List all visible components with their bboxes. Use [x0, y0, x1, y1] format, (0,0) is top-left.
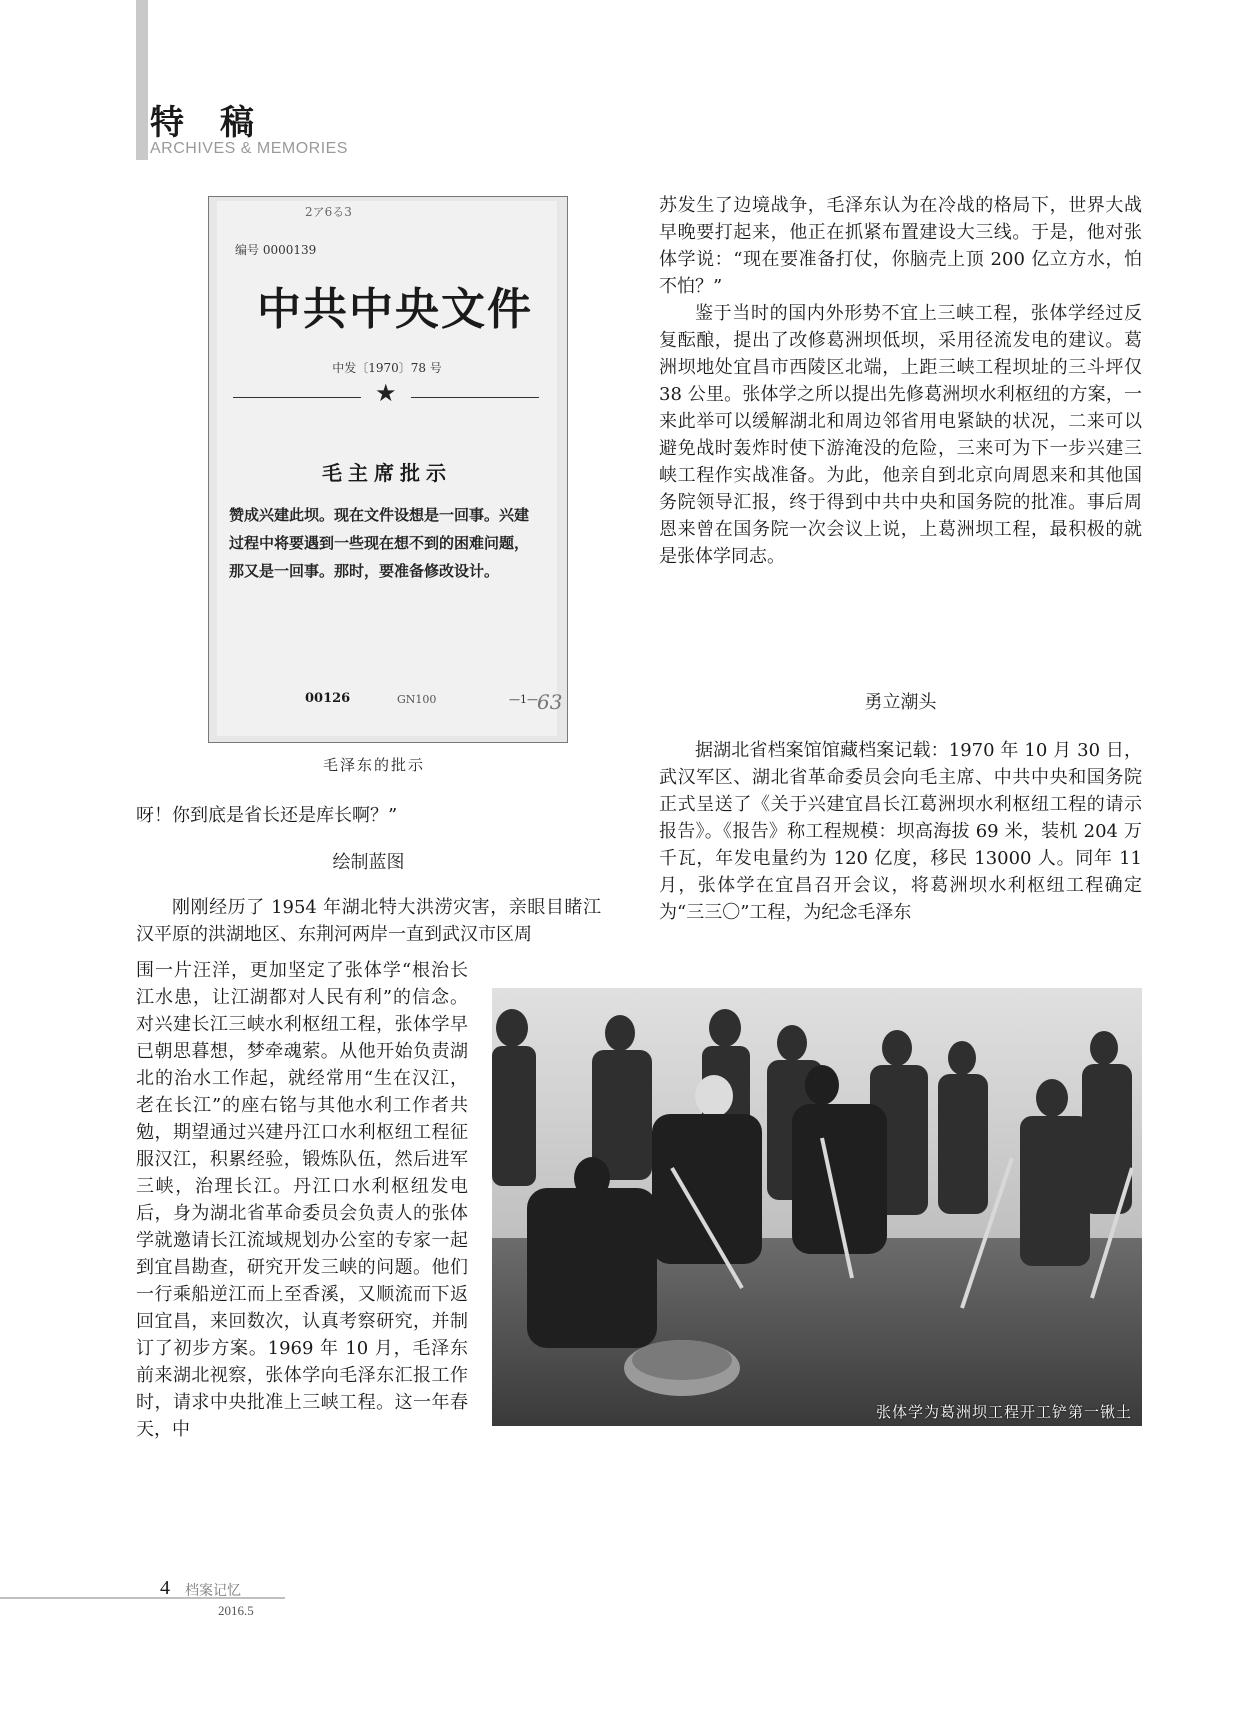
section-title: 特稿 — [150, 103, 290, 143]
document-rule-left — [233, 397, 361, 398]
heading-blueprint: 绘制蓝图 — [332, 852, 405, 873]
paragraph-text: 据湖北省档案馆馆藏档案记载：1970 年 10 月 30 日，武汉军区、湖北省革命委员会向毛主席、中共中央和国务院正式呈送了《关于兴建宜昌长江葛洲坝水利枢纽工程的请示报告》。《报告》称工程规模：坝高海拔 69 米，装机 204 万千瓦，年发电量约为 120 亿度，移民 13000 人。同年 11 月，张体学在宜昌召开会议，将葛洲坝水利枢纽工程确定为“三三〇”工程，为纪念毛泽东 — [659, 740, 1142, 923]
document-footer-handwritten: 63 — [537, 690, 563, 714]
star-icon: ★ — [375, 379, 397, 407]
right-column-text — [659, 192, 1142, 570]
photo-caption: 张体学为葛洲坝工程开工铲第一锹土 — [875, 1403, 1132, 1421]
left-paragraph-full-width — [136, 894, 601, 948]
document-caption: 毛泽东的批示 — [323, 756, 426, 774]
heading-brave-the-tide: 勇立潮头 — [864, 692, 937, 713]
page-number: 4 — [160, 1577, 170, 1599]
document-rule-right — [411, 397, 539, 398]
paragraph-text: 苏发生了边境战争，毛泽东认为在冷战的格局下，世界大战早晚要打起来，他正在抓紧布置建设大三线。于是，他对张体学说：“现在要准备打仗，你脑壳上顶 200 亿立方水，怕不怕？” — [659, 195, 1142, 297]
document-paper — [217, 201, 563, 736]
paragraph-text: 围一片汪洋，更加坚定了张体学“根治长江水患，让江湖都对人民有利”的信念。对兴建长江三峡水利枢纽工程，张体学早已朝思暮想，梦牵魂萦。从他开始负责湖北的治水工作起，就经常用“生在汉江，老在长江”的座右铭与其他水利工作者共勉，期望通过兴建丹江口水利枢纽工程征服汉江，积累经验，锻炼队伍，然后进军三峡，治理长江。丹江口水利枢纽发电后，身为湖北省革命委员会负责人的张体学就邀请长江流域规划办公室的专家一起到宜昌勘查，研究开发三峡的问题。他们一行乘船逆江而上至香溪，又顺流而下返回宜昌，来回数次，认真考察研究，并制订了初步方案。1969 年 10 月，毛泽东前来湖北视察，张体学向毛泽东汇报工作时，请求中央批准上三峡工程。这一年春天，中 — [136, 960, 468, 1440]
document-handwritten-note: 2ア6る3 — [305, 205, 352, 219]
groundbreaking-photo — [492, 988, 1142, 1426]
document-footer-code: GN100 — [397, 693, 437, 706]
document-number: 中发〔1970〕78 号 — [332, 361, 442, 375]
section-subtitle: ARCHIVES & MEMORIES — [150, 140, 348, 157]
document-footer-page: —1— — [509, 693, 538, 706]
section-sidebar-bar — [136, 0, 148, 160]
left-opening-line — [136, 802, 601, 829]
left-paragraph-narrow — [136, 957, 468, 1443]
document-subheading: 毛主席批示 — [322, 461, 452, 485]
document-scan-image — [208, 196, 568, 743]
photo-illustration — [492, 988, 1142, 1426]
footer-rule — [0, 1597, 285, 1599]
document-heading: 中共中央文件 — [257, 284, 533, 335]
document-serial-number: 编号 0000139 — [235, 243, 317, 257]
right-column-text-2 — [659, 737, 1142, 926]
paragraph-text: 刚刚经历了 1954 年湖北特大洪涝灾害，亲眼目睹江汉平原的洪湖地区、东荆河两岸一直到武汉市区周 — [136, 897, 601, 945]
opening-line-text: 呀！你到底是省长还是库长啊？” — [136, 805, 398, 826]
document-body: 赞成兴建此坝。现在文件设想是一回事。兴建过程中将要遇到一些现在想不到的困难问题，那又是一回事。那时，要准备修改设计。 — [229, 506, 530, 580]
magazine-name: 档案记忆 — [185, 1583, 241, 1599]
paragraph-text: 鉴于当时的国内外形势不宜上三峡工程，张体学经过反复酝酿，提出了改修葛洲坝低坝，采用径流发电的建议。葛洲坝地处宜昌市西陵区北端，上距三峡工程坝址的三斗坪仅 38 公里。张体学之所以提出先修葛洲坝水利枢纽的方案，一来此举可以缓解湖北和周边邻省用电紧缺的状况，二来可以避免战时轰炸时使下游淹没的危险，三来可为下一步兴建三峡工程作实战准备。为此，他亲自到北京向周恩来和其他国务院领导汇报，终于得到中共中央和国务院的批准。事后周恩来曾在国务院一次会议上说，上葛洲坝工程，最积极的就是张体学同志。 — [659, 303, 1142, 567]
issue-date: 2016.5 — [218, 1603, 254, 1618]
document-footer-number: 00126 — [305, 691, 351, 706]
